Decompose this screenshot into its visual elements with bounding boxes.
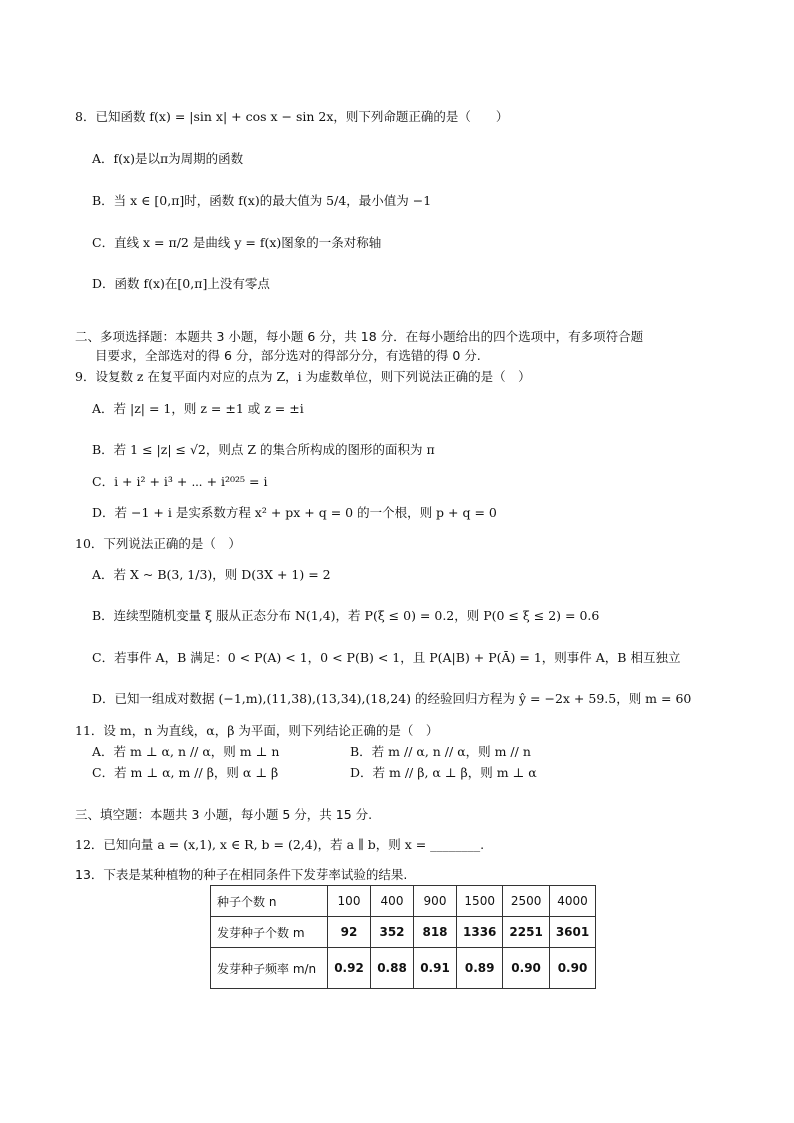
q11-option-b: B．若 m // α, n // α，则 m // n xyxy=(350,744,531,759)
frequency-cell: 0.90 xyxy=(503,948,549,989)
row-label-frequency: 发芽种子频率 m/n xyxy=(211,948,328,989)
n-cell: 100 xyxy=(328,886,371,917)
germination-table xyxy=(210,885,596,989)
section2-header-line2: 目要求，全部选对的得 6 分，部分选对的得部分分，有选错的得 0 分. xyxy=(95,348,481,363)
m-cell: 352 xyxy=(371,917,414,948)
frequency-cell: 0.92 xyxy=(328,948,371,989)
table-row xyxy=(211,917,596,948)
q9-option-c: C．i + i² + i³ + ⋯ + i²⁰²⁵ = i xyxy=(92,474,268,489)
q8-stem: 8．已知函数 f(x) = |sin x| + cos x − sin 2x，则下列命题正确的是（ ） xyxy=(75,109,509,124)
q8-option-a: A．f(x)是以π为周期的函数 xyxy=(92,151,244,166)
q9-option-a: A．若 |z| = 1，则 z = ±1 或 z = ±i xyxy=(92,401,304,416)
m-cell: 92 xyxy=(328,917,371,948)
q10-option-c: C．若事件 A，B 满足：0 < P(A) < 1，0 < P(B) < 1，且 P(A|B) + P(Ā) = 1，则事件 A，B 相互独立 xyxy=(92,650,681,665)
section2-header-line1: 二、多项选择题：本题共 3 小题，每小题 6 分，共 18 分．在每小题给出的四个选项中，有多项符合题 xyxy=(75,329,644,344)
frequency-cell: 0.88 xyxy=(371,948,414,989)
q11-option-d: D．若 m // β, α ⊥ β，则 m ⊥ α xyxy=(350,765,537,780)
q8-option-b: B．当 x ∈ [0,π]时，函数 f(x)的最大值为 5/4，最小值为 −1 xyxy=(92,193,432,208)
q8-option-d: D．函数 f(x)在[0,π]上没有零点 xyxy=(92,276,270,291)
section3-header: 三、填空题：本题共 3 小题，每小题 5 分，共 15 分. xyxy=(75,807,373,822)
m-cell: 818 xyxy=(414,917,457,948)
n-cell: 2500 xyxy=(503,886,549,917)
q12-text: 12．已知向量 a = (x,1), x ∈ R, b = (2,4)，若 a ∥ b，则 x = ________. xyxy=(75,837,485,852)
q9-stem: 9．设复数 z 在复平面内对应的点为 Z，i 为虚数单位，则下列说法正确的是（ ） xyxy=(75,369,531,384)
n-cell: 4000 xyxy=(549,886,595,917)
q10-stem: 10．下列说法正确的是（ ） xyxy=(75,536,241,551)
frequency-cell: 0.91 xyxy=(414,948,457,989)
n-cell: 1500 xyxy=(457,886,503,917)
n-cell: 900 xyxy=(414,886,457,917)
frequency-cell: 0.90 xyxy=(549,948,595,989)
q9-option-b: B．若 1 ≤ |z| ≤ √2，则点 Z 的集合所构成的图形的面积为 π xyxy=(92,442,435,457)
q11-option-c: C．若 m ⊥ α, m // β，则 α ⊥ β xyxy=(92,765,279,780)
q10-option-a: A．若 X ~ B(3, 1/3)，则 D(3X + 1) = 2 xyxy=(92,567,331,582)
table-row xyxy=(211,948,596,989)
row-label-n: 种子个数 n xyxy=(211,886,328,917)
q8-option-c: C．直线 x = π/2 是曲线 y = f(x)图象的一条对称轴 xyxy=(92,235,382,250)
m-cell: 3601 xyxy=(549,917,595,948)
m-cell: 1336 xyxy=(457,917,503,948)
q10-option-d: D．已知一组成对数据 (−1,m),(11,38),(13,34),(18,24) 的经验回归方程为 ŷ = −2x + 59.5，则 m = 60 xyxy=(92,691,692,706)
q10-option-b: B．连续型随机变量 ξ 服从正态分布 N(1,4)，若 P(ξ ≤ 0) = 0.2，则 P(0 ≤ ξ ≤ 2) = 0.6 xyxy=(92,608,600,623)
q11-option-a: A．若 m ⊥ α, n // α，则 m ⊥ n xyxy=(92,744,280,759)
m-cell: 2251 xyxy=(503,917,549,948)
n-cell: 400 xyxy=(371,886,414,917)
q9-option-d: D．若 −1 + i 是实系数方程 x² + px + q = 0 的一个根，则 p + q = 0 xyxy=(92,505,497,520)
q13-text: 13．下表是某种植物的种子在相同条件下发芽率试验的结果. xyxy=(75,867,408,882)
table-row xyxy=(211,886,596,917)
q11-stem: 11．设 m，n 为直线，α，β 为平面，则下列结论正确的是（ ） xyxy=(75,723,439,738)
frequency-cell: 0.89 xyxy=(457,948,503,989)
row-label-m: 发芽种子个数 m xyxy=(211,917,328,948)
